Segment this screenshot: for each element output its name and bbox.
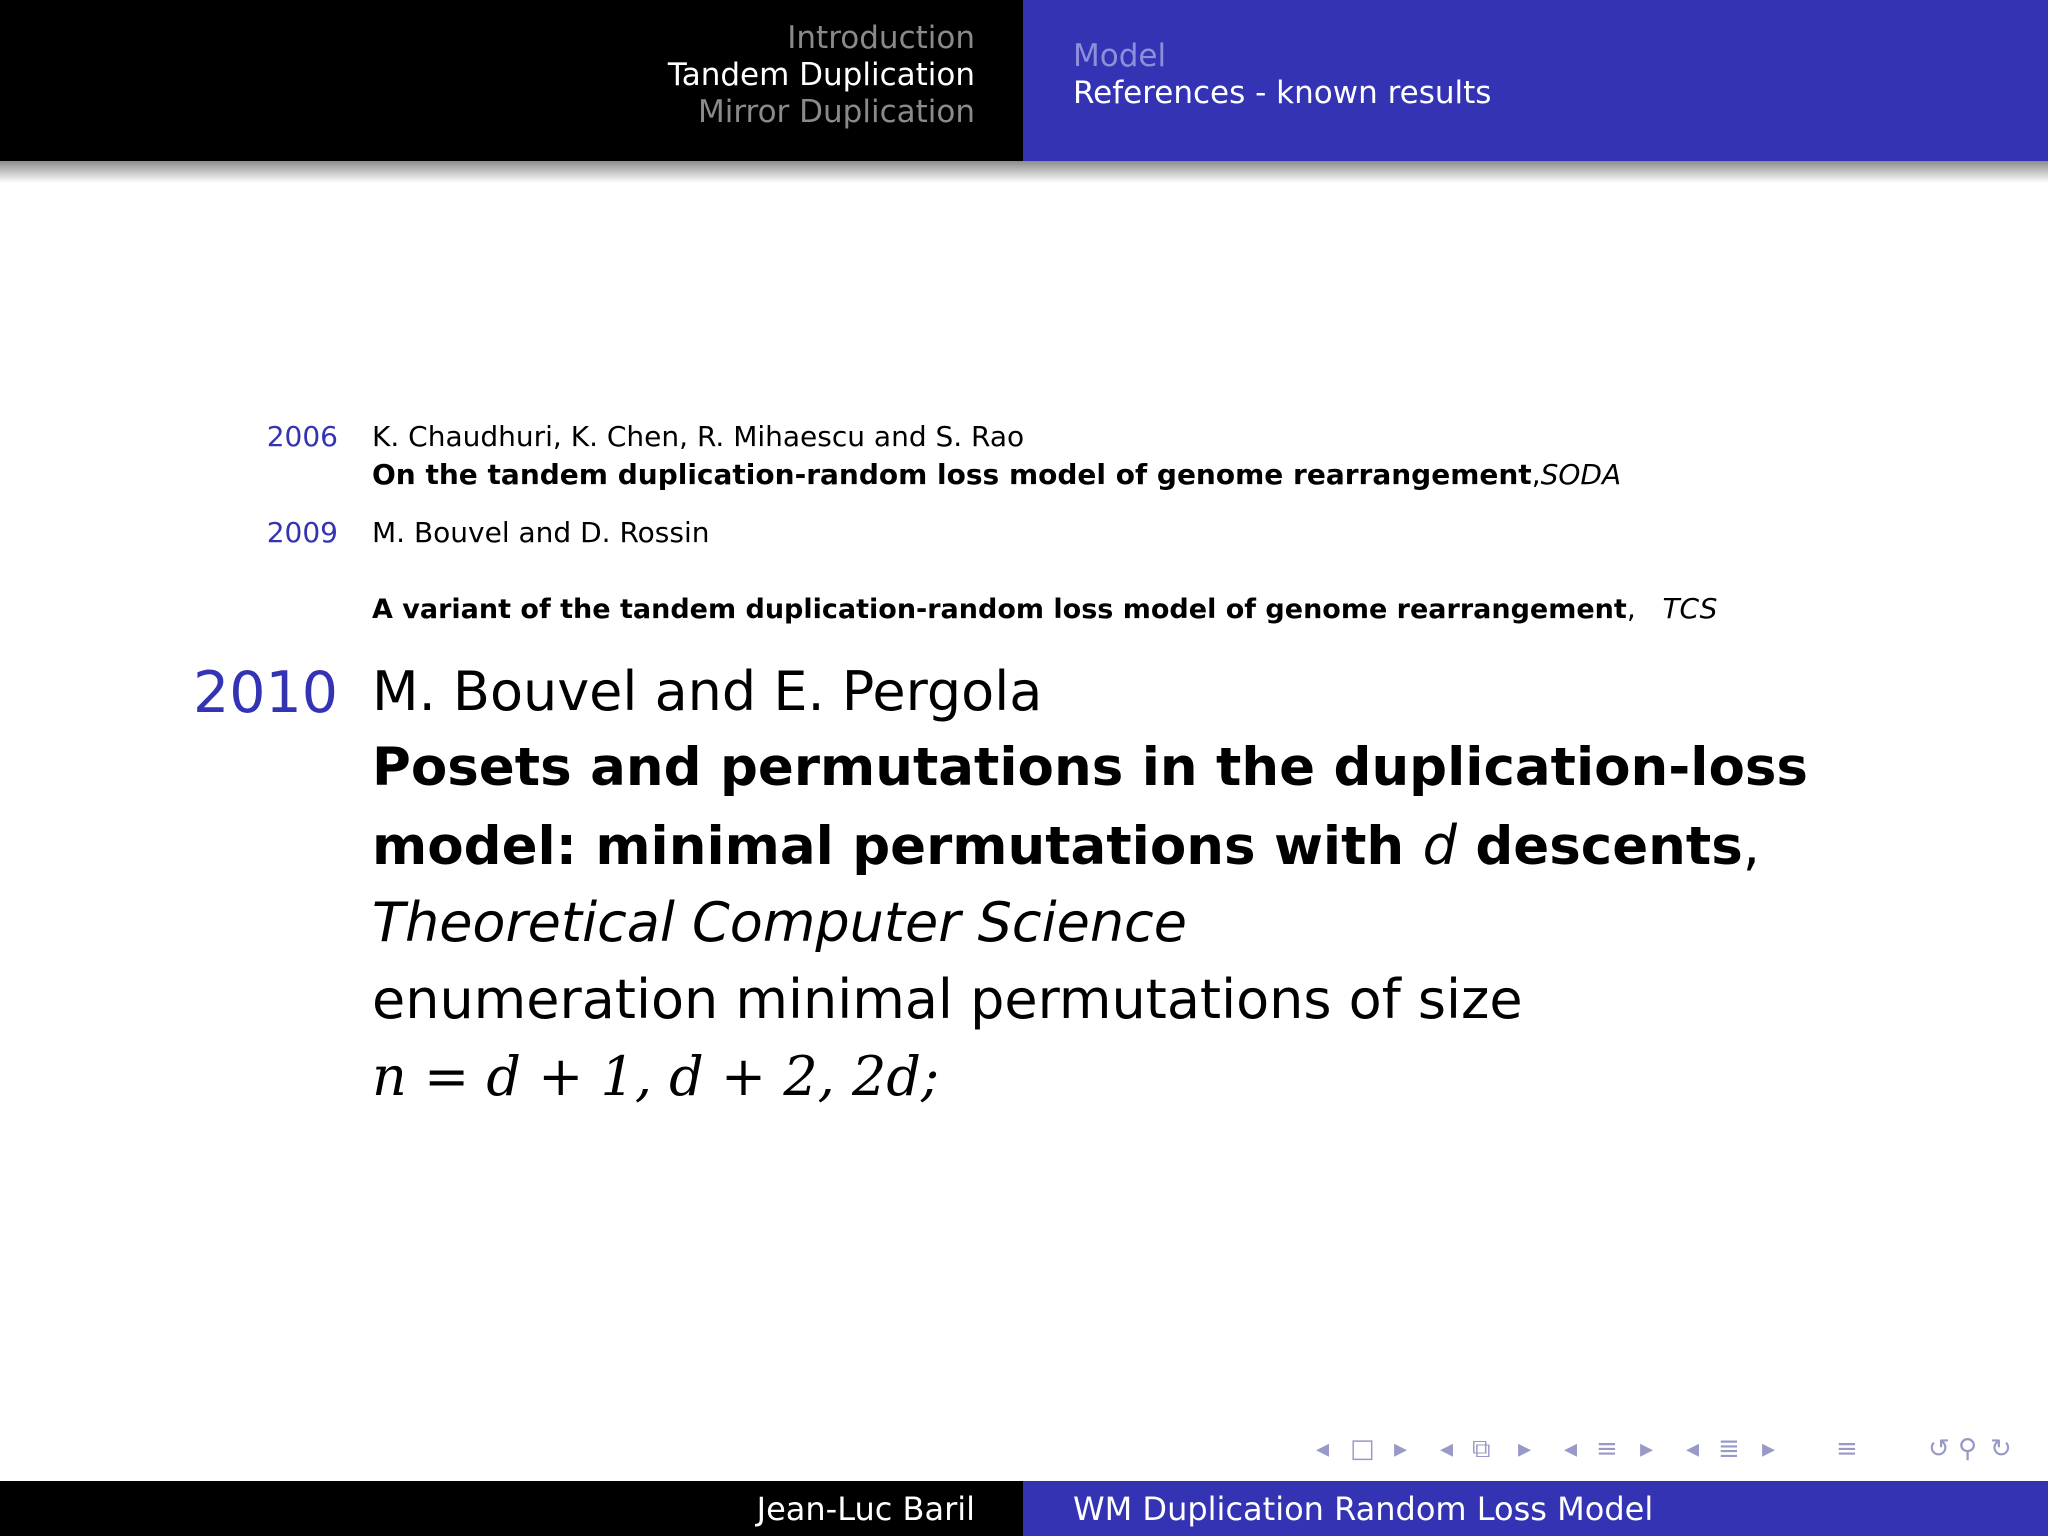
subsection-references[interactable]: References - known results: [1073, 75, 1492, 111]
reference-venue: SODA: [1540, 458, 1622, 491]
reference-authors: M. Bouvel and D. Rossin: [372, 516, 710, 549]
arrow-right-icon[interactable]: ▸: [1394, 1434, 1408, 1464]
arrow-left-icon[interactable]: ◂: [1440, 1434, 1454, 1464]
footer-title: WM Duplication Random Loss Model: [1073, 1490, 1654, 1528]
reference-authors: M. Bouvel and E. Pergola: [372, 660, 1043, 723]
reference-year: 2010: [192, 660, 338, 726]
reference-venue: TCS: [1662, 592, 1718, 625]
subsection-model[interactable]: Model: [1073, 38, 1167, 74]
reference-title-line: On the tandem duplication-random loss model of genome rearrangement,SODA: [372, 458, 1622, 491]
reference-year: 2009: [266, 516, 338, 549]
footer-author: Jean-Luc Baril: [756, 1490, 975, 1528]
section-mirror-duplication[interactable]: Mirror Duplication: [697, 94, 975, 130]
arrow-right-icon[interactable]: ▸: [1762, 1434, 1776, 1464]
subsection-nav: [1073, 38, 1491, 112]
reference-venue: Theoretical Computer Science: [372, 891, 1187, 954]
navigation-symbols: [1310, 1434, 2030, 1474]
reference-formula: n = d + 1, d + 2, 2d;: [372, 1045, 940, 1108]
reference-year: 2006: [266, 420, 338, 453]
header-shadow: [0, 161, 2048, 183]
reference-title-line-1: Posets and permutations in the duplication-loss: [372, 737, 1808, 798]
arrow-left-icon[interactable]: ◂: [1564, 1434, 1578, 1464]
subsection-icon[interactable]: ≣: [1718, 1434, 1740, 1464]
reference-authors: K. Chaudhuri, K. Chen, R. Mihaescu and S. Rao: [372, 420, 1025, 453]
frame-icon[interactable]: □: [1350, 1434, 1375, 1464]
variable-d: d: [1422, 814, 1457, 877]
undo-icon[interactable]: ↺: [1928, 1434, 1950, 1464]
reference-note: enumeration minimal permutations of size: [372, 968, 1523, 1031]
reference-title: A variant of the tandem duplication-random loss model of genome rearrangement: [372, 594, 1627, 625]
search-icon[interactable]: ⚲: [1958, 1434, 1978, 1464]
frame-icon[interactable]: ⧉: [1472, 1434, 1491, 1464]
arrow-right-icon[interactable]: ▸: [1518, 1434, 1532, 1464]
align-icon[interactable]: ≡: [1836, 1434, 1858, 1464]
arrow-left-icon[interactable]: ◂: [1686, 1434, 1700, 1464]
reference-title-line: A variant of the tandem duplication-random loss model of genome rearrangement, TCS: [372, 592, 1718, 625]
section-introduction[interactable]: Introduction: [787, 20, 975, 56]
section-nav: [668, 20, 975, 131]
redo-icon[interactable]: ↻: [1990, 1434, 2012, 1464]
arrow-right-icon[interactable]: ▸: [1640, 1434, 1654, 1464]
subsection-icon[interactable]: ≡: [1596, 1434, 1618, 1464]
section-tandem-duplication[interactable]: Tandem Duplication: [667, 57, 975, 93]
reference-title: On the tandem duplication-random loss model of genome rearrangement: [372, 458, 1532, 491]
reference-title-line-2: model: minimal permutations with d descents,: [372, 814, 1760, 877]
arrow-left-icon[interactable]: ◂: [1316, 1434, 1330, 1464]
